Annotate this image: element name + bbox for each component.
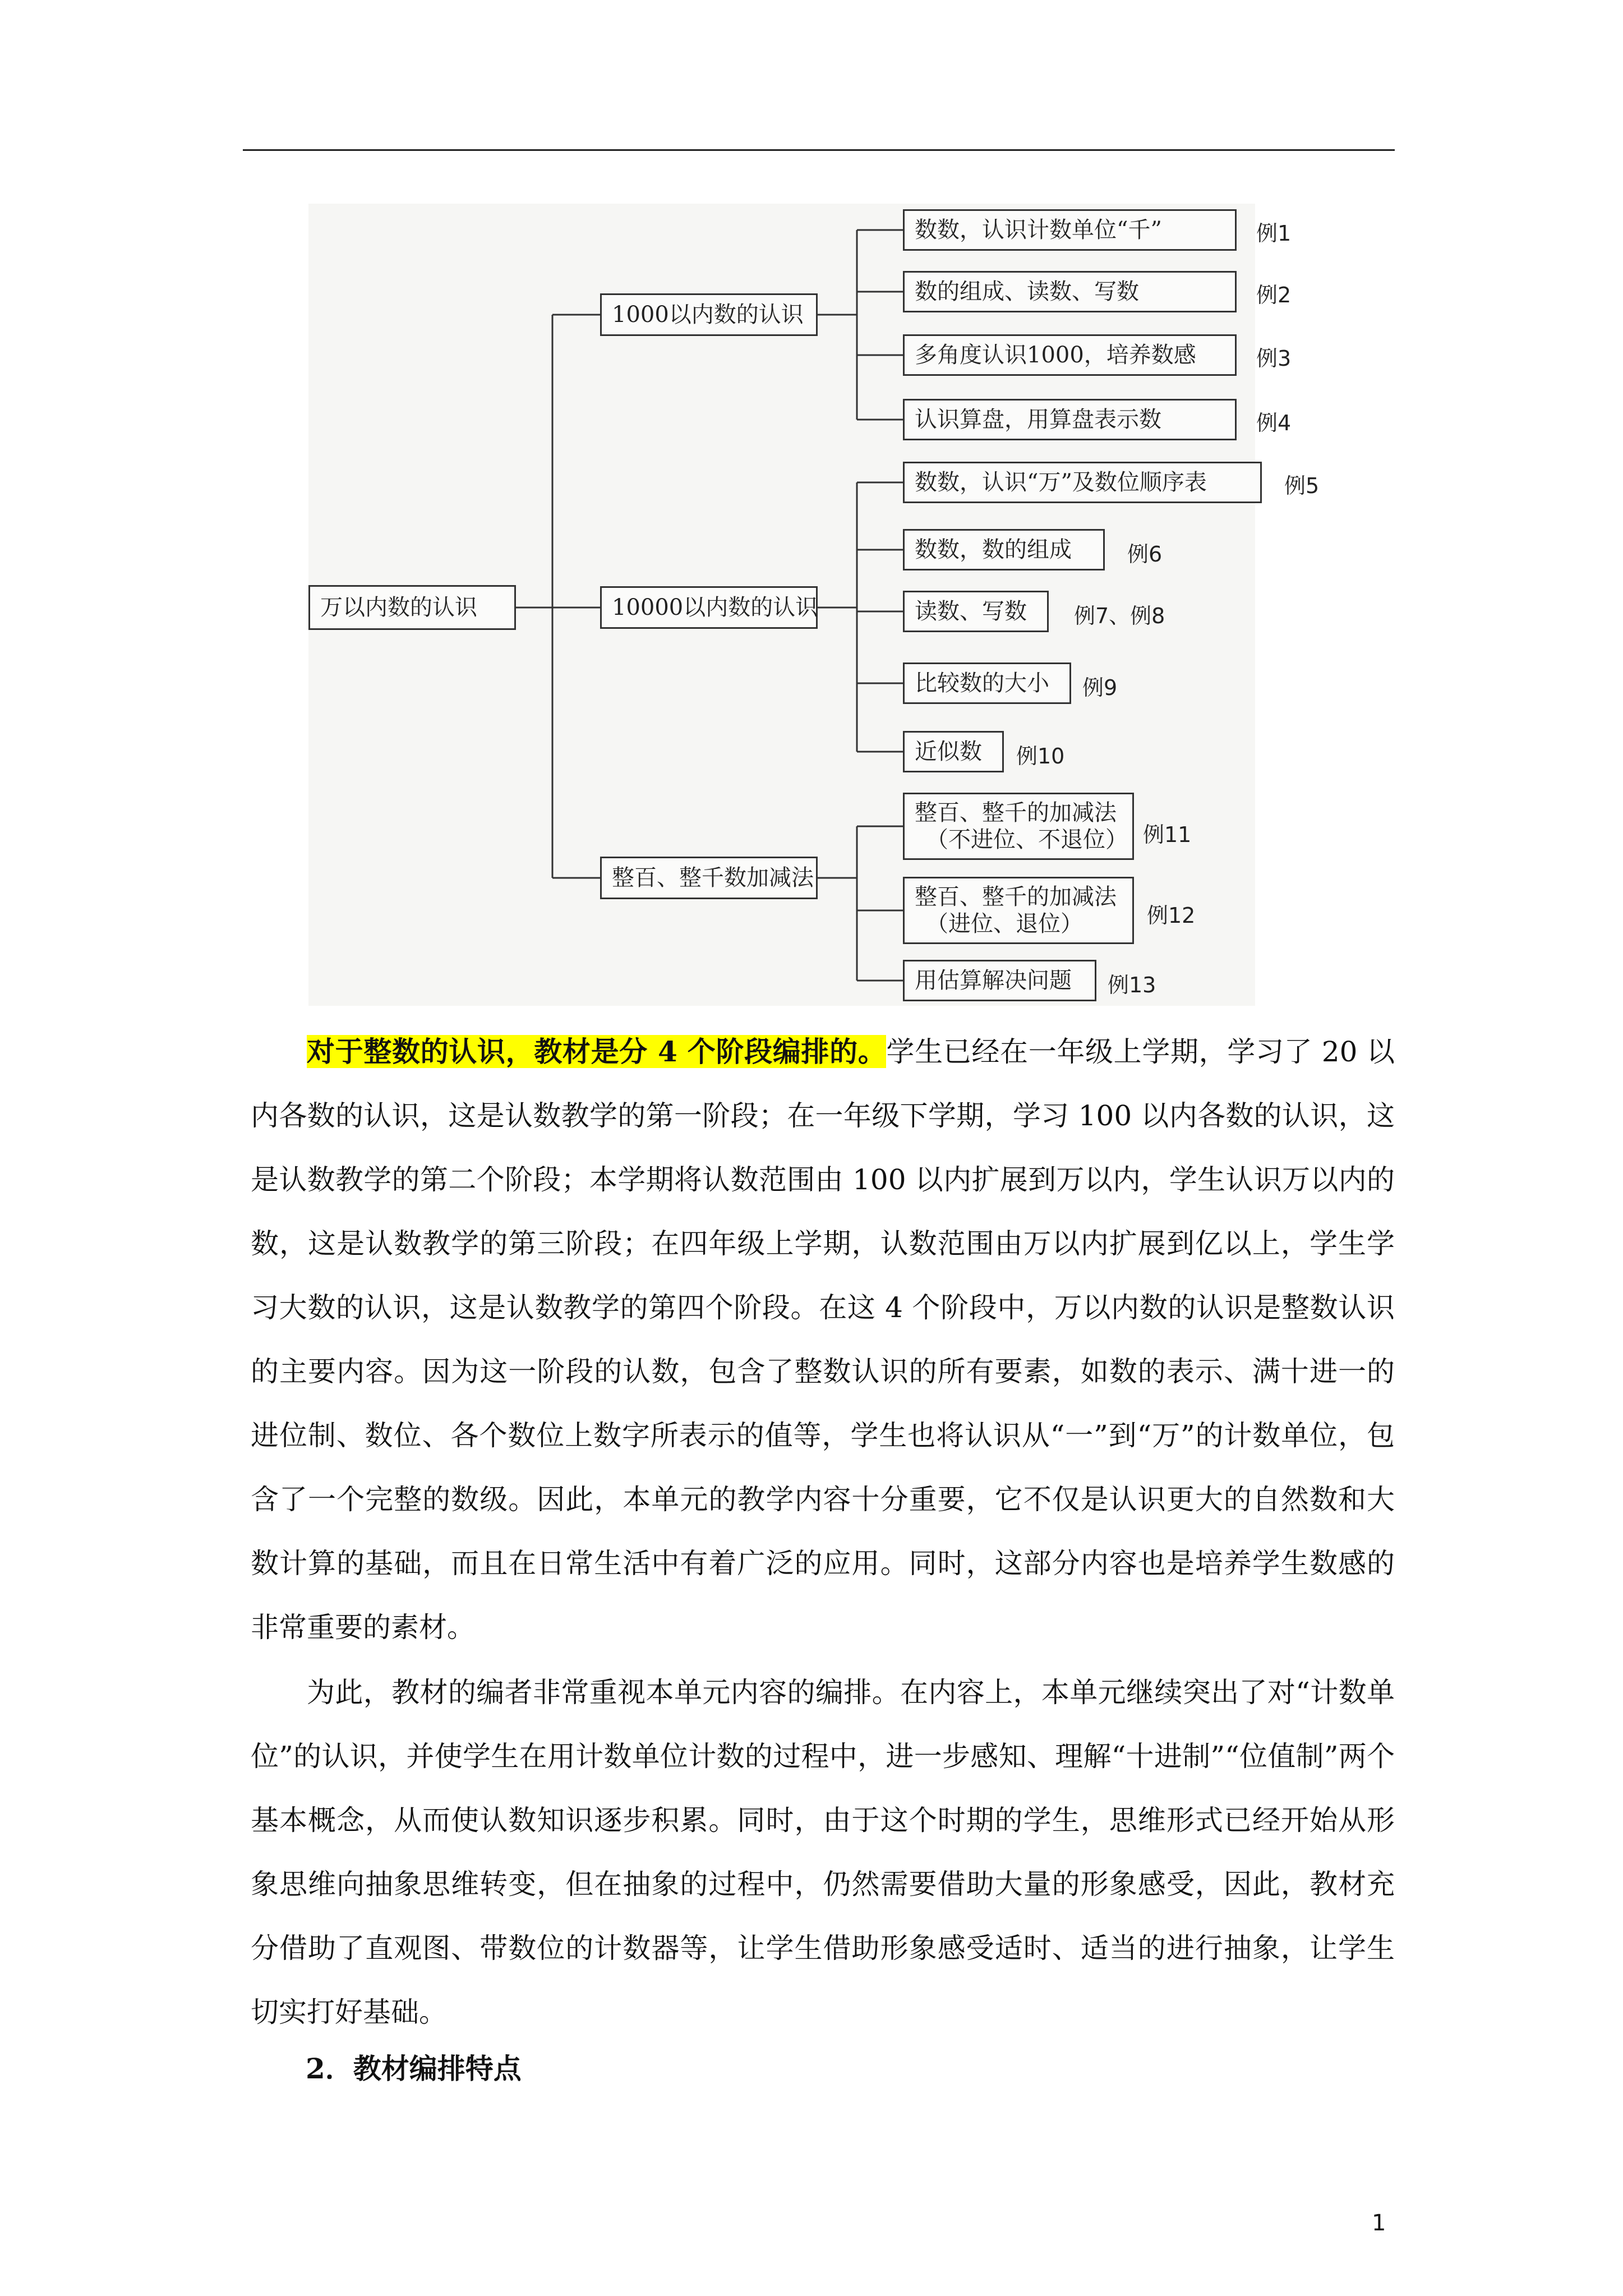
paragraph-1 bbox=[251, 1020, 1395, 1659]
example-9: 例10 bbox=[1016, 744, 1065, 769]
page-number: 1 bbox=[1372, 2210, 1386, 2236]
example-4: 例4 bbox=[1256, 411, 1292, 435]
structure-diagram bbox=[308, 204, 1320, 1006]
leaf-10-line1: 整百、整千的加减法 bbox=[915, 800, 1117, 826]
example-1: 例1 bbox=[1256, 221, 1292, 246]
leaf-5: 数数，认识“万”及数位顺序表 bbox=[903, 462, 1262, 503]
branch-10000: 10000以内数的认识 bbox=[600, 586, 818, 629]
paragraph-1-text: 学生已经在一年级上学期，学习了 20 以内各数的认识，这是认数教学的第一阶段；在一年级下学期，学习 100 以内各数的认识，这是认数教学的第二个阶段；本学期将认数范围由 100 以内扩展到万以内，学生认识万以内的数，这是认数教学的第三阶段；在四年级上学期，认数范围由万以内扩展到亿以上，学生学习大数的认识，这是认数教学的第四个阶段。在这 4 个阶段中，万以内数的认识是整数认识的主要内容。因为这一阶段的认数，包含了整数认识的所有要素，如数的表示、满十进一的进位制、数位、各个数位上数字所表示的值等，学生也将认识从“一”到“万”的计数单位，包含了一个完整的数级。因此，本单元的教学内容十分重要，它不仅是认识更大的自然数和大数计算的基础，而且在日常生活中有着广泛的应用。同时，这部分内容也是培养学生数感的非常重要的素材。 bbox=[251, 1036, 1395, 1644]
example-2: 例2 bbox=[1256, 283, 1292, 307]
header-rule bbox=[243, 149, 1395, 151]
example-3: 例3 bbox=[1256, 346, 1292, 371]
leaf-11 bbox=[903, 877, 1134, 944]
example-6: 例6 bbox=[1127, 542, 1163, 567]
leaf-9: 近似数 bbox=[903, 731, 1004, 772]
example-12: 例13 bbox=[1108, 973, 1156, 997]
leaf-1: 数数，认识计数单位“千” bbox=[903, 209, 1237, 251]
leaf-12: 用估算解决问题 bbox=[903, 960, 1096, 1001]
leaf-3: 多角度认识1000，培养数感 bbox=[903, 334, 1237, 376]
leaf-11-line2: （进位、退位） bbox=[926, 911, 1083, 937]
leaf-8: 比较数的大小 bbox=[903, 662, 1071, 704]
branch-addsub: 整百、整千数加减法 bbox=[600, 857, 818, 899]
leaf-10-line2: （不进位、不退位） bbox=[926, 827, 1128, 853]
branch-1000: 1000以内数的认识 bbox=[600, 293, 818, 336]
example-10: 例11 bbox=[1143, 822, 1192, 847]
example-5: 例5 bbox=[1284, 473, 1320, 498]
example-7: 例7、例8 bbox=[1074, 604, 1165, 628]
diagram-root: 万以内数的认识 bbox=[308, 585, 516, 630]
highlighted-sentence: 对于整数的认识，教材是分 4 个阶段编排的。 bbox=[307, 1035, 887, 1068]
example-11: 例12 bbox=[1147, 903, 1196, 928]
paragraph-2: 为此，教材的编者非常重视本单元内容的编排。在内容上，本单元继续突出了对“计数单位”的认识，并使学生在用计数单位计数的过程中，进一步感知、理解“十进制”“位值制”两个基本概念，从而使认数知识逐步积累。同时，由于这个时期的学生，思维形式已经开始从形象思维向抽象思维转变，但在抽象的过程中，仍然需要借助大量的形象感受，因此，教材充分借助了直观图、带数位的计数器等，让学生借助形象感受适时、适当的进行抽象，让学生切实打好基础。 bbox=[251, 1676, 1395, 2028]
leaf-11-line1: 整百、整千的加减法 bbox=[915, 884, 1117, 910]
leaf-2: 数的组成、读数、写数 bbox=[903, 271, 1237, 312]
leaf-6: 数数，数的组成 bbox=[903, 529, 1105, 570]
leaf-10 bbox=[903, 793, 1134, 860]
leaf-4: 认识算盘，用算盘表示数 bbox=[903, 399, 1237, 440]
example-8: 例9 bbox=[1082, 675, 1118, 700]
leaf-7: 读数、写数 bbox=[903, 591, 1049, 632]
section-heading: 2．教材编排特点 bbox=[306, 2052, 522, 2085]
